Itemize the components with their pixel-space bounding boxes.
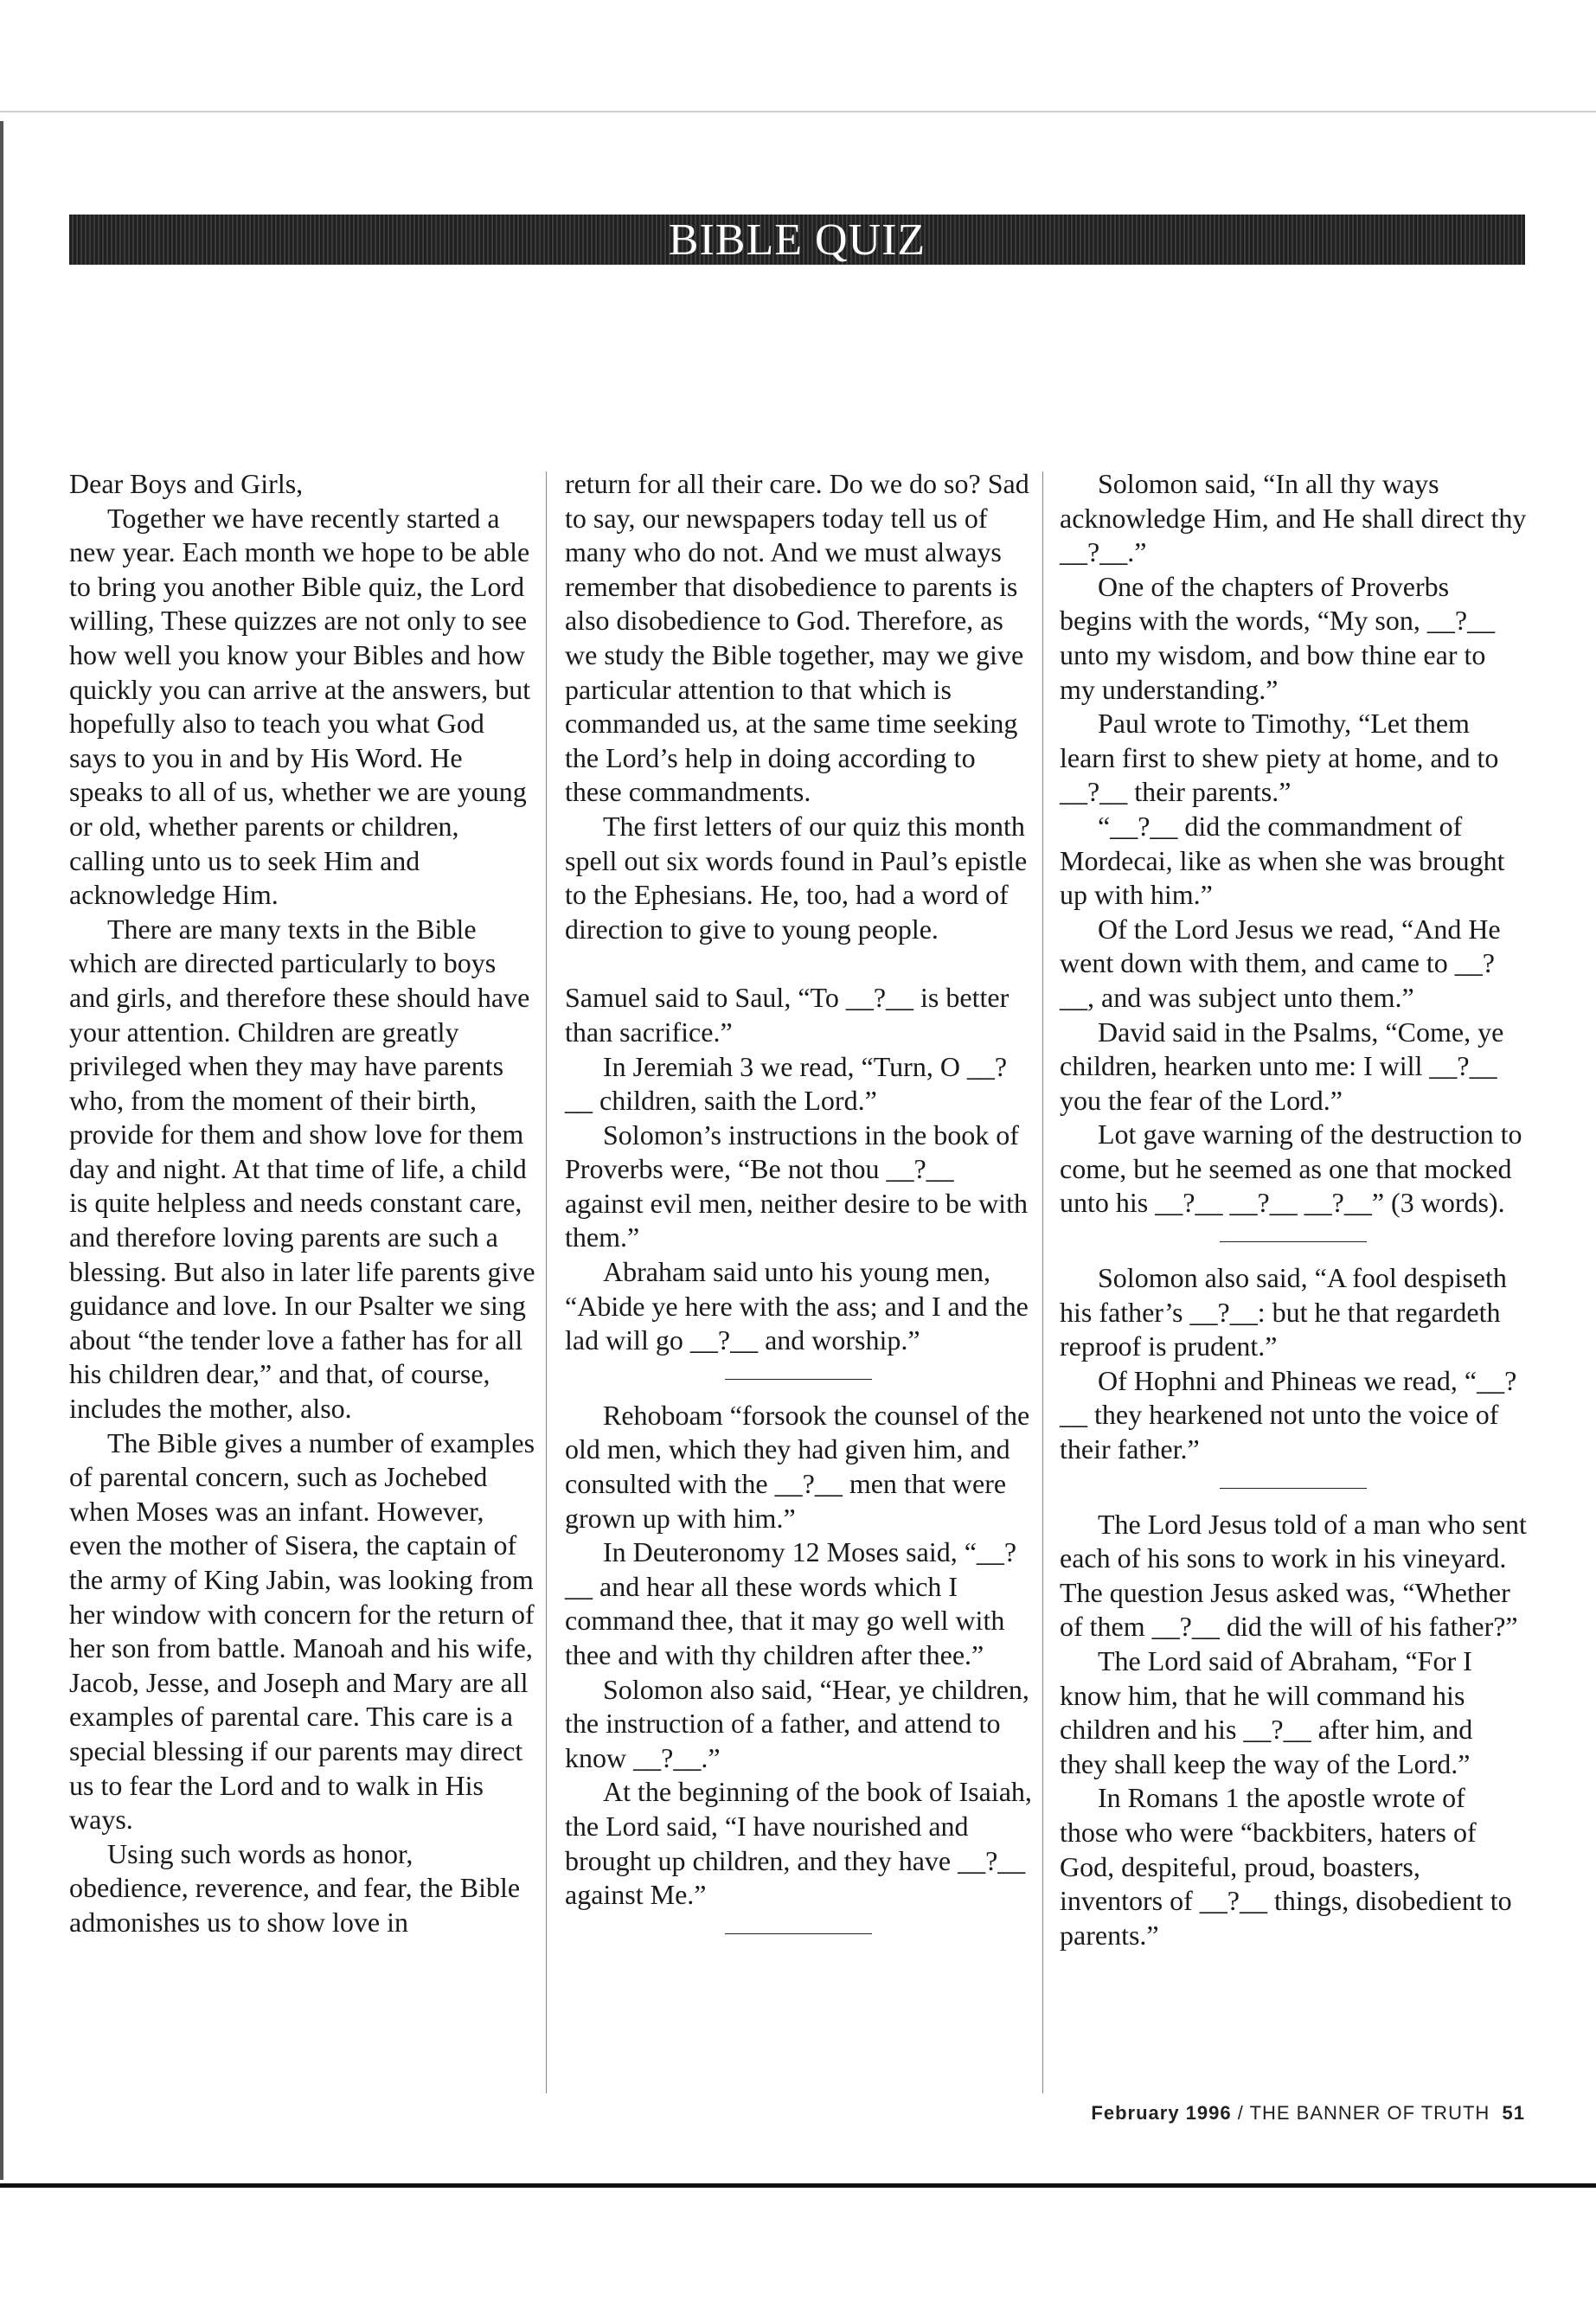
paragraph: There are many texts in the Bible which are directed particularly to boys and girls, and therefore these should have your attention. Children are greatly privileged when they may have parents who, from the moment of their birth, provide for them and show love for them day and night. At that time of life, a child is quite helpless and needs constant care, and therefore loving parents are such a blessing. But also in later life parents give guidance and love. In our Psalter we sing about “the tender love a father has for all his children dear,” and that, of course, includes the mother, also. [69, 913, 535, 1425]
column-middle [565, 467, 1032, 1953]
column-divider [1042, 471, 1043, 2093]
paragraph: The first letters of our quiz this month spell out six words found in Paul’s epistle to the Ephesians. He, too, had a word of direction to give to young people. [565, 810, 1028, 945]
quiz-question: “__?__ did the commandment of Mordecai, like as when she was brought up with him.” [1060, 810, 1505, 911]
quiz-question: Solomon also said, “Hear, ye children, the instruction of a father, and attend to know __?__.” [565, 1673, 1029, 1773]
bottom-rule [0, 2183, 1596, 2188]
page-title: BIBLE QUIZ [668, 215, 926, 265]
footer-separator: / [1231, 2102, 1250, 2124]
section-separator [725, 1379, 872, 1380]
quiz-question: Solomon also said, “A fool despiseth his father’s __?__: but he that regardeth reproof is prudent.” [1060, 1262, 1507, 1362]
page-footer [1091, 2102, 1525, 2125]
page-edge-shadow [0, 121, 3, 2180]
page-title-banner [69, 215, 1525, 265]
section-separator [1220, 1241, 1367, 1242]
column-intro [69, 467, 536, 1940]
quiz-question: Abraham said unto his young men, “Abide ye here with the ass; and I and the lad will go __?__ and worship.” [565, 1256, 1029, 1356]
issue-date: February 1996 [1091, 2102, 1232, 2124]
paragraph: return for all their care. Do we do so? Sad to say, our newspapers today tell us of many who do not. And we must always remember that disobedience to parents is also disobedience to God. Therefore, as we study the Bible together, may we give particular attention to that which is commanded us, at the same time seeking the Lord’s help in doing according to these commandments. [565, 468, 1029, 808]
quiz-question: Paul wrote to Timothy, “Let them learn first to shew piety at home, and to __?__ their parents.” [1060, 708, 1499, 808]
quiz-question: Rehoboam “forsook the counsel of the old men, which they had given him, and consulted with the __?__ men that were grown up with him.” [565, 1399, 1030, 1534]
quiz-question: In Deuteronomy 12 Moses said, “__?__ and hear all these words which I command thee, that it may go well with thee and with thy children after thee.” [565, 1536, 1017, 1670]
column-divider [546, 471, 547, 2093]
quiz-question: Of the Lord Jesus we read, “And He went down with them, and came to __?__, and was subject unto them.” [1060, 913, 1501, 1013]
paragraph: Using such words as honor, obedience, reverence, and fear, the Bible admonishes us to show love in [69, 1837, 521, 1938]
quiz-question: At the beginning of the book of Isaiah, the Lord said, “I have nourished and brought up children, and they have __?__ against Me.” [565, 1776, 1032, 1911]
paragraph: The Bible gives a number of examples of parental concern, such as Jochebed when Moses was an infant. However, even the mother of Sisera, the captain of the army of King Jabin, was looking from her window with concern for the return of her son from battle. Manoah and his wife, Jacob, Jesse, and Joseph and Mary are all examples of parental care. This care is a special blessing if our parents may direct us to fear the Lord and to walk in His ways. [69, 1426, 535, 1836]
quiz-question: The Lord Jesus told of a man who sent each of his sons to work in his vineyard. The question Jesus asked was, “Whether of them __?__ did the will of his father?” [1060, 1508, 1527, 1643]
publication-name: THE BANNER OF TRUTH [1249, 2102, 1490, 2124]
quiz-question: One of the chapters of Proverbs begins with the words, “My son, __?__ unto my wisdom, and bow thine ear to my understanding.” [1060, 570, 1496, 705]
quiz-question: In Jeremiah 3 we read, “Turn, O __?__ children, saith the Lord.” [565, 1050, 1008, 1117]
quiz-question: Solomon said, “In all thy ways acknowledge Him, and He shall direct thy __?__.” [1060, 468, 1527, 568]
quiz-question: Lot gave warning of the destruction to come, but he seemed as one that mocked unto his __?__ __?__ __?__” (3 words). [1060, 1118, 1522, 1219]
salutation: Dear Boys and Girls, [69, 468, 304, 499]
column-right [1060, 467, 1527, 1952]
section-separator [725, 1933, 872, 1934]
section-separator [1220, 1488, 1367, 1489]
paragraph: Together we have recently started a new year. Each month we hope to be able to bring you another Bible quiz, the Lord willing, These quizzes are not only to see how well you know your Bibles and how quickly you can arrive at the answers, but hopefully also to teach you what God says to you in and by His Word. He speaks to all of us, whether we are young or old, whether parents or children, calling unto us to seek Him and acknowledge Him. [69, 502, 531, 911]
quiz-question: Samuel said to Saul, “To __?__ is better than sacrifice.” [565, 982, 1010, 1048]
quiz-question: David said in the Psalms, “Come, ye children, hearken unto me: I will __?__ you the fear of the Lord.” [1060, 1016, 1504, 1116]
quiz-question: Solomon’s instructions in the book of Proverbs were, “Be not thou __?__ against evil men, neither desire to be with them.” [565, 1118, 1028, 1253]
page-number: 51 [1502, 2102, 1525, 2124]
quiz-question: In Romans 1 the apostle wrote of those who were “backbiters, haters of God, despiteful, proud, boasters, inventors of __?__ things, disobedient to parents.” [1060, 1782, 1512, 1951]
quiz-question: The Lord said of Abraham, “For I know him, that he will command his children and his __?__ after him, and they shall keep the way of the Lord.” [1060, 1645, 1473, 1779]
top-rule [0, 111, 1596, 112]
quiz-question: Of Hophni and Phineas we read, “__?__ they hearkened not unto the voice of their father.” [1060, 1364, 1517, 1465]
